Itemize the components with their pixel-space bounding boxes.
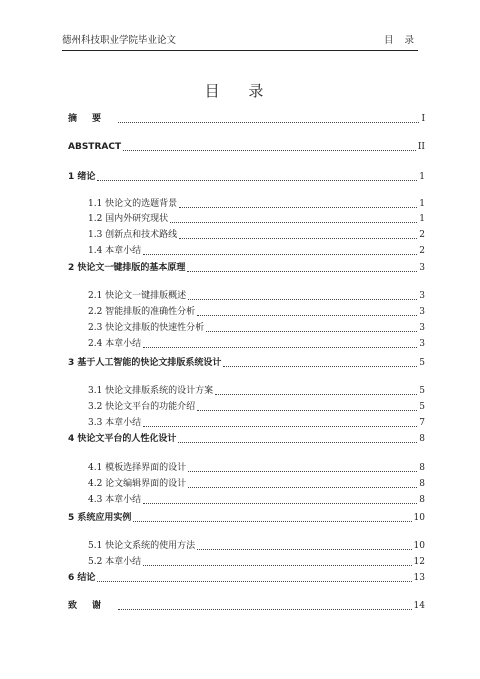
toc-page-number: 5	[419, 358, 425, 368]
toc-page-number: 13	[413, 573, 425, 583]
toc-entry-label: 4.2 论文编辑界面的设计	[88, 479, 187, 489]
toc-page-number: 10	[413, 541, 425, 551]
toc-leader-dots	[133, 521, 411, 522]
toc-leader-dots	[197, 410, 417, 411]
toc-page-number: 5	[419, 402, 425, 412]
toc-leader-dots	[179, 207, 417, 208]
toc-entry-label: 5 系统应用实例	[68, 513, 132, 523]
toc-entry-label: 5.1 快论文系统的使用方法	[88, 541, 196, 551]
toc-page-number: 3	[419, 323, 425, 333]
toc-entry[interactable]	[88, 556, 425, 569]
toc-entry-label: 2 快论文一键排版的基本原理	[68, 263, 186, 273]
toc-leader-dots	[143, 503, 417, 504]
toc-leader-dots	[178, 442, 417, 443]
toc-entry-label: 4 快论文平台的人性化设计	[68, 434, 177, 444]
toc-page-number: 1	[419, 199, 425, 209]
toc-entry-label: 1.4 本章小结	[88, 246, 142, 256]
toc-entry[interactable]	[68, 433, 425, 446]
toc-entry-label: 4.1 模板选择界面的设计	[88, 463, 187, 473]
toc-entry[interactable]	[88, 198, 425, 211]
toc-entry-label: 1 绪论	[68, 172, 96, 182]
table-of-contents	[68, 0, 425, 679]
toc-entry[interactable]	[68, 357, 425, 370]
toc-page-number: 3	[419, 263, 425, 273]
toc-leader-dots	[97, 581, 411, 582]
header-school-title: 德州科技职业学院毕业论文	[62, 35, 177, 46]
page-title: 目 录	[204, 82, 276, 100]
toc-leader-dots	[170, 222, 417, 223]
toc-entry[interactable]	[68, 572, 425, 585]
toc-entry[interactable]	[68, 600, 425, 613]
toc-leader-dots	[143, 565, 411, 566]
toc-leader-dots	[143, 426, 417, 427]
toc-page-number: 8	[419, 463, 425, 473]
toc-leader-dots	[97, 180, 417, 181]
toc-entry-label: 3.2 快论文平台的功能介绍	[88, 402, 196, 412]
toc-entry-label: 2.3 快论文排版的快速性分析	[88, 323, 205, 333]
toc-leader-dots	[188, 487, 417, 488]
toc-page-number: 2	[419, 246, 425, 256]
toc-page-number: 8	[419, 434, 425, 444]
toc-entry[interactable]	[88, 290, 425, 303]
toc-page-number: I	[421, 114, 425, 124]
toc-entry-label: 6 结论	[68, 573, 96, 583]
toc-page-number: 7	[419, 418, 425, 428]
toc-leader-dots	[118, 609, 412, 610]
toc-entry-label: 致谢	[68, 601, 117, 611]
toc-leader-dots	[187, 271, 417, 272]
toc-page-number: 10	[413, 513, 425, 523]
toc-entry-label: ABSTRACT	[68, 142, 122, 152]
toc-entry-label: 3.3 本章小结	[88, 418, 142, 428]
toc-page-number: II	[417, 142, 425, 152]
toc-entry[interactable]	[88, 478, 425, 491]
toc-entry-label: 3 基于人工智能的快论文排版系统设计	[68, 358, 222, 368]
toc-entry[interactable]	[88, 540, 425, 553]
toc-entry-label: 3.1 快论文排版系统的设计方案	[88, 386, 214, 396]
toc-entry-label: 5.2 本章小结	[88, 557, 142, 567]
toc-entry-label: 1.2 国内外研究现状	[88, 214, 169, 224]
toc-entry[interactable]	[68, 171, 425, 184]
toc-leader-dots	[118, 122, 419, 123]
toc-entry[interactable]	[68, 512, 425, 525]
toc-entry[interactable]	[88, 385, 425, 398]
toc-leader-dots	[143, 254, 417, 255]
toc-page-number: 1	[419, 214, 425, 224]
toc-entry-label: 2.2 智能排版的准确性分析	[88, 307, 196, 317]
toc-leader-dots	[188, 471, 417, 472]
toc-leader-dots	[223, 366, 417, 367]
toc-entry-label: 1.3 创新点和技术路线	[88, 230, 178, 240]
toc-page-number: 3	[419, 339, 425, 349]
toc-page-number: 5	[419, 386, 425, 396]
toc-page-number: 12	[413, 557, 425, 567]
toc-entry[interactable]	[68, 113, 425, 126]
toc-page-number: 1	[419, 172, 425, 182]
toc-page-number: 3	[419, 291, 425, 301]
toc-entry-label: 1.1 快论文的选题背景	[88, 199, 178, 209]
toc-leader-dots	[197, 549, 411, 550]
toc-entry[interactable]	[88, 417, 425, 430]
toc-page-number: 8	[419, 479, 425, 489]
toc-page-number: 2	[419, 230, 425, 240]
toc-entry[interactable]	[88, 338, 425, 351]
toc-leader-dots	[123, 150, 416, 151]
toc-leader-dots	[215, 394, 417, 395]
toc-entry[interactable]	[88, 322, 425, 335]
toc-entry[interactable]	[68, 141, 425, 154]
toc-page-number: 8	[419, 495, 425, 505]
toc-leader-dots	[179, 238, 417, 239]
toc-page-number: 3	[419, 307, 425, 317]
toc-leader-dots	[188, 299, 417, 300]
toc-leader-dots	[143, 347, 417, 348]
toc-entry[interactable]	[68, 262, 425, 275]
toc-entry[interactable]	[88, 306, 425, 319]
toc-leader-dots	[206, 331, 417, 332]
toc-entry-label: 2.4 本章小结	[88, 339, 142, 349]
toc-entry-label: 摘要	[68, 114, 117, 124]
toc-entry[interactable]	[88, 462, 425, 475]
toc-entry[interactable]	[88, 401, 425, 414]
toc-entry[interactable]	[88, 213, 425, 226]
toc-leader-dots	[197, 315, 417, 316]
toc-page-number: 14	[413, 601, 425, 611]
toc-entry[interactable]	[88, 229, 425, 242]
header-section-title: 目 录	[383, 35, 418, 46]
toc-entry-label: 4.3 本章小结	[88, 495, 142, 505]
toc-entry-label: 2.1 快论文一键排版概述	[88, 291, 187, 301]
toc-entry[interactable]	[88, 245, 425, 258]
toc-entry[interactable]	[88, 494, 425, 507]
